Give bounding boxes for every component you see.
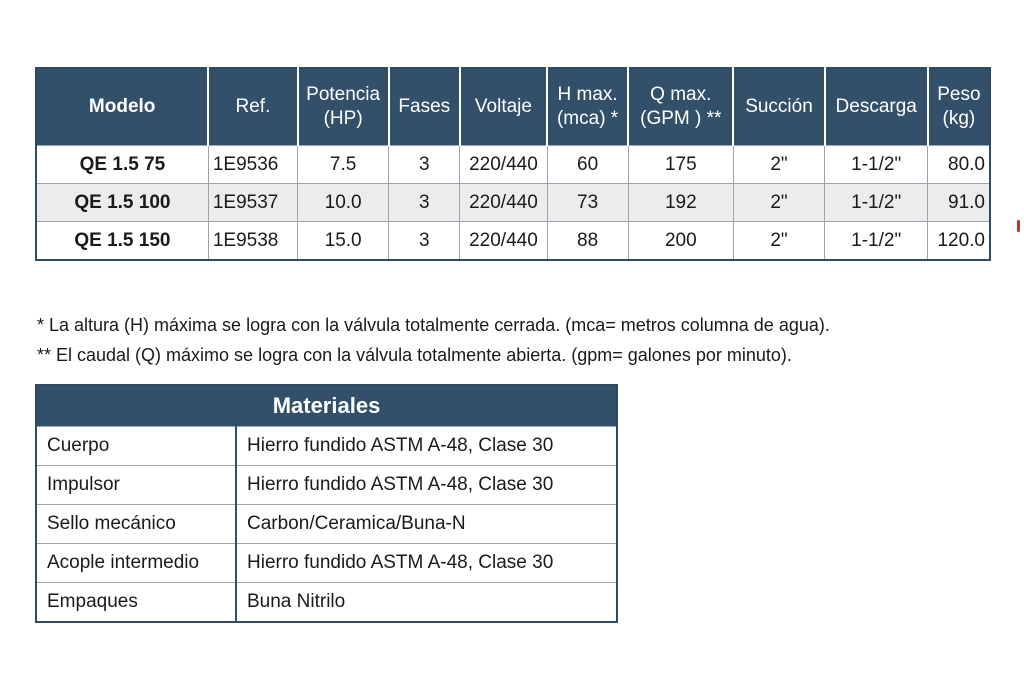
cell-succion: 2" xyxy=(733,184,824,222)
col-header-modelo: Modelo xyxy=(36,68,208,146)
material-value: Hierro fundido ASTM A-48, Clase 30 xyxy=(236,466,617,505)
table-row xyxy=(36,184,990,222)
cell-potencia: 10.0 xyxy=(298,184,389,222)
cell-fases: 3 xyxy=(389,146,460,184)
material-part: Sello mecánico xyxy=(36,505,236,544)
col-header-q-max: Q max. (GPM ) ** xyxy=(628,68,733,146)
table-row xyxy=(36,505,617,544)
col-header-h-max: H max. (mca) * xyxy=(547,68,628,146)
col-header-descarga: Descarga xyxy=(825,68,928,146)
cell-succion: 2" xyxy=(733,146,824,184)
material-part: Impulsor xyxy=(36,466,236,505)
material-part: Empaques xyxy=(36,583,236,623)
col-header-fases: Fases xyxy=(389,68,460,146)
cell-potencia: 7.5 xyxy=(298,146,389,184)
cell-peso: 120.0 xyxy=(928,222,990,261)
cell-succion: 2" xyxy=(733,222,824,261)
table-row xyxy=(36,583,617,623)
cell-ref: 1E9536 xyxy=(208,146,297,184)
materials-title: Materiales xyxy=(36,385,617,427)
col-header-peso: Peso (kg) xyxy=(928,68,990,146)
table-row xyxy=(36,146,990,184)
cell-q-max: 175 xyxy=(628,146,733,184)
material-part: Cuerpo xyxy=(36,427,236,466)
specs-header-row xyxy=(36,68,990,146)
cell-modelo: QE 1.5 75 xyxy=(36,146,208,184)
cell-descarga: 1-1/2" xyxy=(825,184,928,222)
cell-modelo: QE 1.5 100 xyxy=(36,184,208,222)
cell-fases: 3 xyxy=(389,222,460,261)
cell-ref: 1E9537 xyxy=(208,184,297,222)
material-value: Buna Nitrilo xyxy=(236,583,617,623)
table-row xyxy=(36,222,990,261)
cell-potencia: 15.0 xyxy=(298,222,389,261)
material-part: Acople intermedio xyxy=(36,544,236,583)
edge-mark xyxy=(1017,220,1020,232)
table-row xyxy=(36,466,617,505)
materials-table xyxy=(35,384,618,623)
cell-peso: 91.0 xyxy=(928,184,990,222)
col-header-voltaje: Voltaje xyxy=(460,68,547,146)
col-header-ref: Ref. xyxy=(208,68,297,146)
cell-h-max: 73 xyxy=(547,184,628,222)
footnote-h-max: * La altura (H) máxima se logra con la válvula totalmente cerrada. (mca= metros columna de agua). xyxy=(37,315,830,335)
cell-voltaje: 220/440 xyxy=(460,184,547,222)
footnotes xyxy=(37,310,1007,370)
material-value: Carbon/Ceramica/Buna-N xyxy=(236,505,617,544)
pump-specs-table xyxy=(35,67,991,261)
cell-h-max: 60 xyxy=(547,146,628,184)
materials-header-row xyxy=(36,385,617,427)
material-value: Hierro fundido ASTM A-48, Clase 30 xyxy=(236,427,617,466)
cell-fases: 3 xyxy=(389,184,460,222)
col-header-succion: Succión xyxy=(733,68,824,146)
cell-descarga: 1-1/2" xyxy=(825,146,928,184)
cell-peso: 80.0 xyxy=(928,146,990,184)
footnote-q-max: ** El caudal (Q) máximo se logra con la válvula totalmente abierta. (gpm= galones por minuto). xyxy=(37,345,792,365)
cell-descarga: 1-1/2" xyxy=(825,222,928,261)
cell-q-max: 192 xyxy=(628,184,733,222)
col-header-potencia: Potencia (HP) xyxy=(298,68,389,146)
cell-q-max: 200 xyxy=(628,222,733,261)
table-row xyxy=(36,427,617,466)
cell-modelo: QE 1.5 150 xyxy=(36,222,208,261)
table-row xyxy=(36,544,617,583)
cell-voltaje: 220/440 xyxy=(460,146,547,184)
cell-h-max: 88 xyxy=(547,222,628,261)
cell-voltaje: 220/440 xyxy=(460,222,547,261)
cell-ref: 1E9538 xyxy=(208,222,297,261)
material-value: Hierro fundido ASTM A-48, Clase 30 xyxy=(236,544,617,583)
